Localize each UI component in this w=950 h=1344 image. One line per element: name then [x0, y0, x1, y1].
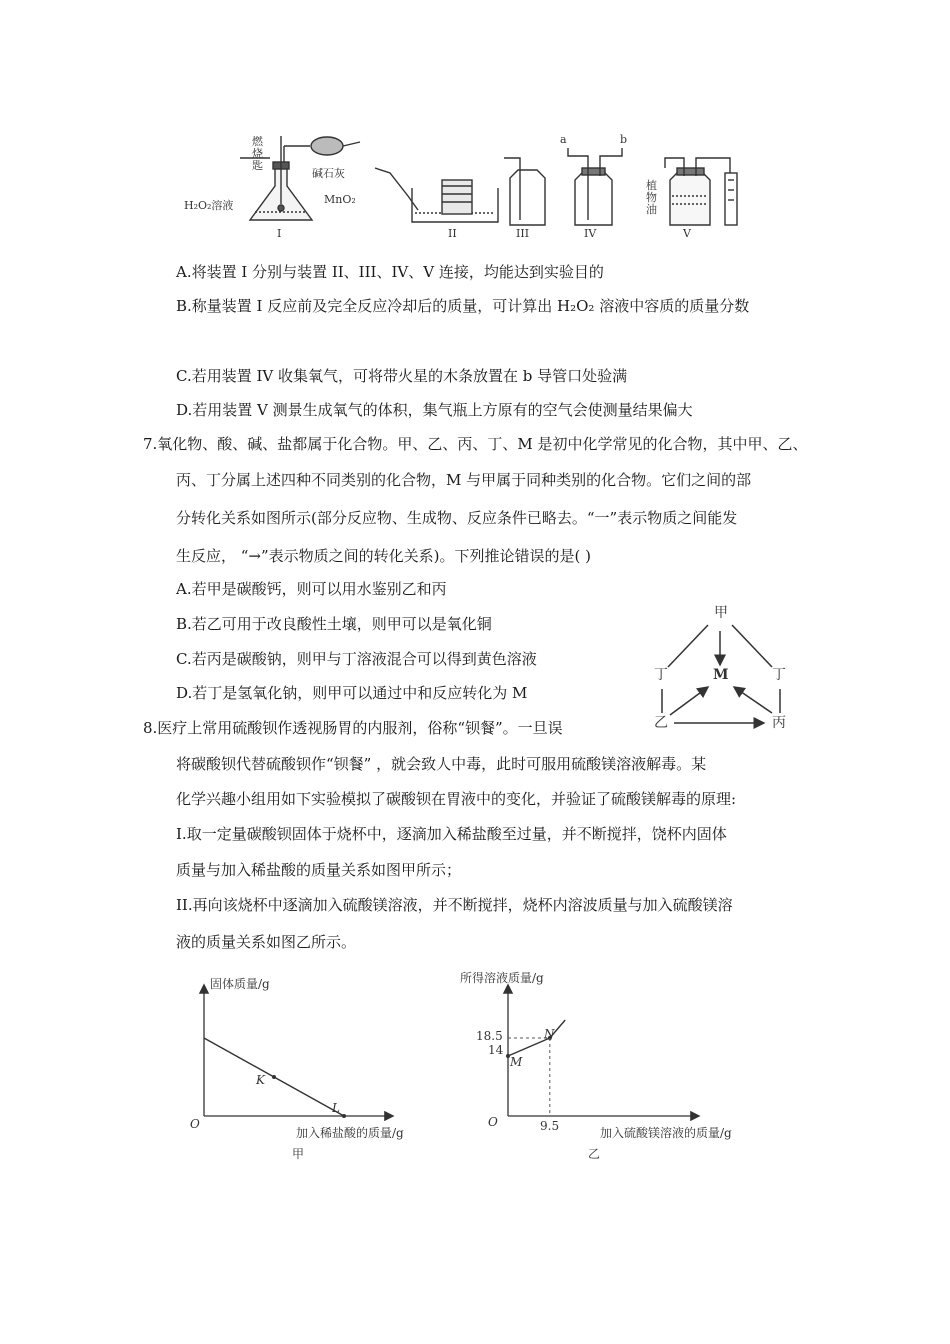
tube-a-label: a: [560, 133, 567, 146]
apparatus-figure: [180, 128, 760, 243]
h2o2-label: H₂O₂溶液: [184, 199, 234, 212]
chart-jia-xlabel: 加入稀盐酸的质量/g: [296, 1126, 404, 1140]
chart-yi-ytick-14: 14: [488, 1043, 504, 1057]
q6-option-a: A.将装置 I 分别与装置 II、III、IV、V 连接，均能达到实验目的: [176, 263, 604, 281]
chart-jia-point-l: [342, 1114, 346, 1118]
node-yi: 乙: [654, 715, 668, 731]
q7-stem-line-2: 丙、丁分属上述四种不同类别的化合物，M 与甲属于同种类别的化合物。它们之间的部: [176, 471, 752, 489]
mno2-label: MnO₂: [324, 193, 356, 206]
chart-yi-point-n-label: N: [544, 1027, 555, 1041]
burner-spoon-label: 燃 烧 匙: [252, 135, 263, 172]
chart-yi-origin: O: [488, 1115, 498, 1129]
arrow-bing-m: [734, 687, 772, 713]
node-jia: 甲: [714, 605, 728, 621]
chart-jia: [180, 968, 450, 1168]
q6-option-c: C.若用装置 IV 收集氧气，可将带火星的木条放置在 b 导管口处验满: [176, 367, 628, 385]
node-ding-right: 丁: [772, 667, 786, 683]
node-bing: 丙: [772, 715, 786, 731]
q7-stem-line-4: 生反应， “→”表示物质之间的转化关系)。下列推论错误的是( ): [176, 547, 592, 565]
q7-option-c: C.若丙是碳酸钠，则甲与丁溶液混合可以得到黄色溶液: [176, 650, 537, 668]
q8-stem-line-1: 8.医疗上常用硫酸钡作透视肠胃的内服剂，俗称“钡餐”。一旦误: [143, 719, 563, 737]
q7-option-a: A.若甲是碳酸钙，则可以用水鉴别乙和丙: [176, 580, 447, 598]
q8-step-2-line-2: 液的质量关系如图乙所示。: [176, 933, 357, 951]
node-ding-left: 丁: [654, 667, 668, 683]
chart-yi-ylabel: 所得溶液质量/g: [460, 971, 544, 985]
q6-option-b: B.称量装置 I 反应前及完全反应冷却后的质量，可计算出 H₂O₂ 溶液中容质的质量分数: [176, 297, 750, 315]
chart-yi-caption: 乙: [588, 1147, 601, 1161]
chart-jia-point-k-label: K: [256, 1073, 265, 1087]
chart-yi: [460, 968, 798, 1168]
line-jia-ding-right: [732, 625, 772, 667]
q6-option-d: D.若用装置 V 测景生成氧气的体积，集气瓶上方原有的空气会使测量结果偏大: [176, 401, 693, 419]
chart-yi-xtick-9-5: 9.5: [540, 1119, 560, 1133]
chart-yi-xlabel: 加入硫酸镁溶液的质量/g: [600, 1126, 732, 1140]
q8-step-1-line-2: 质量与加入稀盐酸的质量关系如图甲所示；: [176, 861, 462, 879]
chart-jia-series-segment-0: [204, 1038, 274, 1077]
device-2-label: II: [448, 227, 457, 240]
tube-b-label: b: [620, 133, 628, 146]
chart-jia-ylabel: 固体质量/g: [210, 977, 270, 991]
device-3-label: III: [516, 227, 530, 240]
q7-relation-diagram: [640, 605, 800, 740]
node-m: M: [713, 667, 729, 683]
q8-step-1-line-1: I.取一定量碳酸钡固体于烧杯中，逐滴加入稀盐酸至过量，并不断搅拌，饶杯内固体: [176, 825, 727, 843]
q7-option-d: D.若丁是氢氧化钠，则甲可以通过中和反应转化为 M: [176, 684, 528, 702]
q7-stem-line-3: 分转化关系如图所示(部分反应物、生成物、反应条件已略去。“一”表示物质之间能发: [176, 509, 738, 527]
chart-jia-origin: O: [190, 1117, 200, 1131]
chart-jia-point-k: [272, 1075, 276, 1079]
oil-label: 植 物 油: [646, 179, 657, 216]
q7-option-b: B.若乙可用于改良酸性土壤，则甲可以是氧化铜: [176, 615, 492, 633]
chart-jia-caption: 甲: [292, 1147, 305, 1161]
q8-step-2-line-1: II.再向该烧杯中逐滴加入硫酸镁溶液，并不断搅拌，烧杯内溶波质量与加入硫酸镁溶: [176, 896, 733, 914]
apparatus-drawing: [180, 128, 760, 243]
q7-stem-line-1: 7.氧化物、酸、碱、盐都属于化合物。甲、乙、丙、丁、M 是初中化学常见的化合物，其中甲、乙、: [143, 435, 808, 453]
device-4-label: IV: [584, 227, 597, 240]
chart-jia-point-l-label: L: [332, 1101, 340, 1115]
line-jia-ding-left: [668, 625, 708, 667]
chart-yi-ytick-18-5: 18.5: [476, 1029, 503, 1043]
arrow-yi-m: [670, 687, 708, 715]
q8-stem-line-2: 将碳酸钡代替硫酸钡作“钡餐” ，就会致人中毒，此时可服用硫酸镁溶液解毒。某: [176, 755, 707, 773]
device-1-label: I: [277, 227, 282, 240]
chart-yi-point-m-label: M: [510, 1055, 523, 1069]
device-5-label: V: [683, 227, 691, 240]
soda-lime-label: 碱石灰: [312, 167, 345, 180]
q8-stem-line-3: 化学兴趣小组用如下实验模拟了碳酸钡在胃液中的变化，并验证了硫酸镁解毒的原理:: [176, 790, 737, 808]
